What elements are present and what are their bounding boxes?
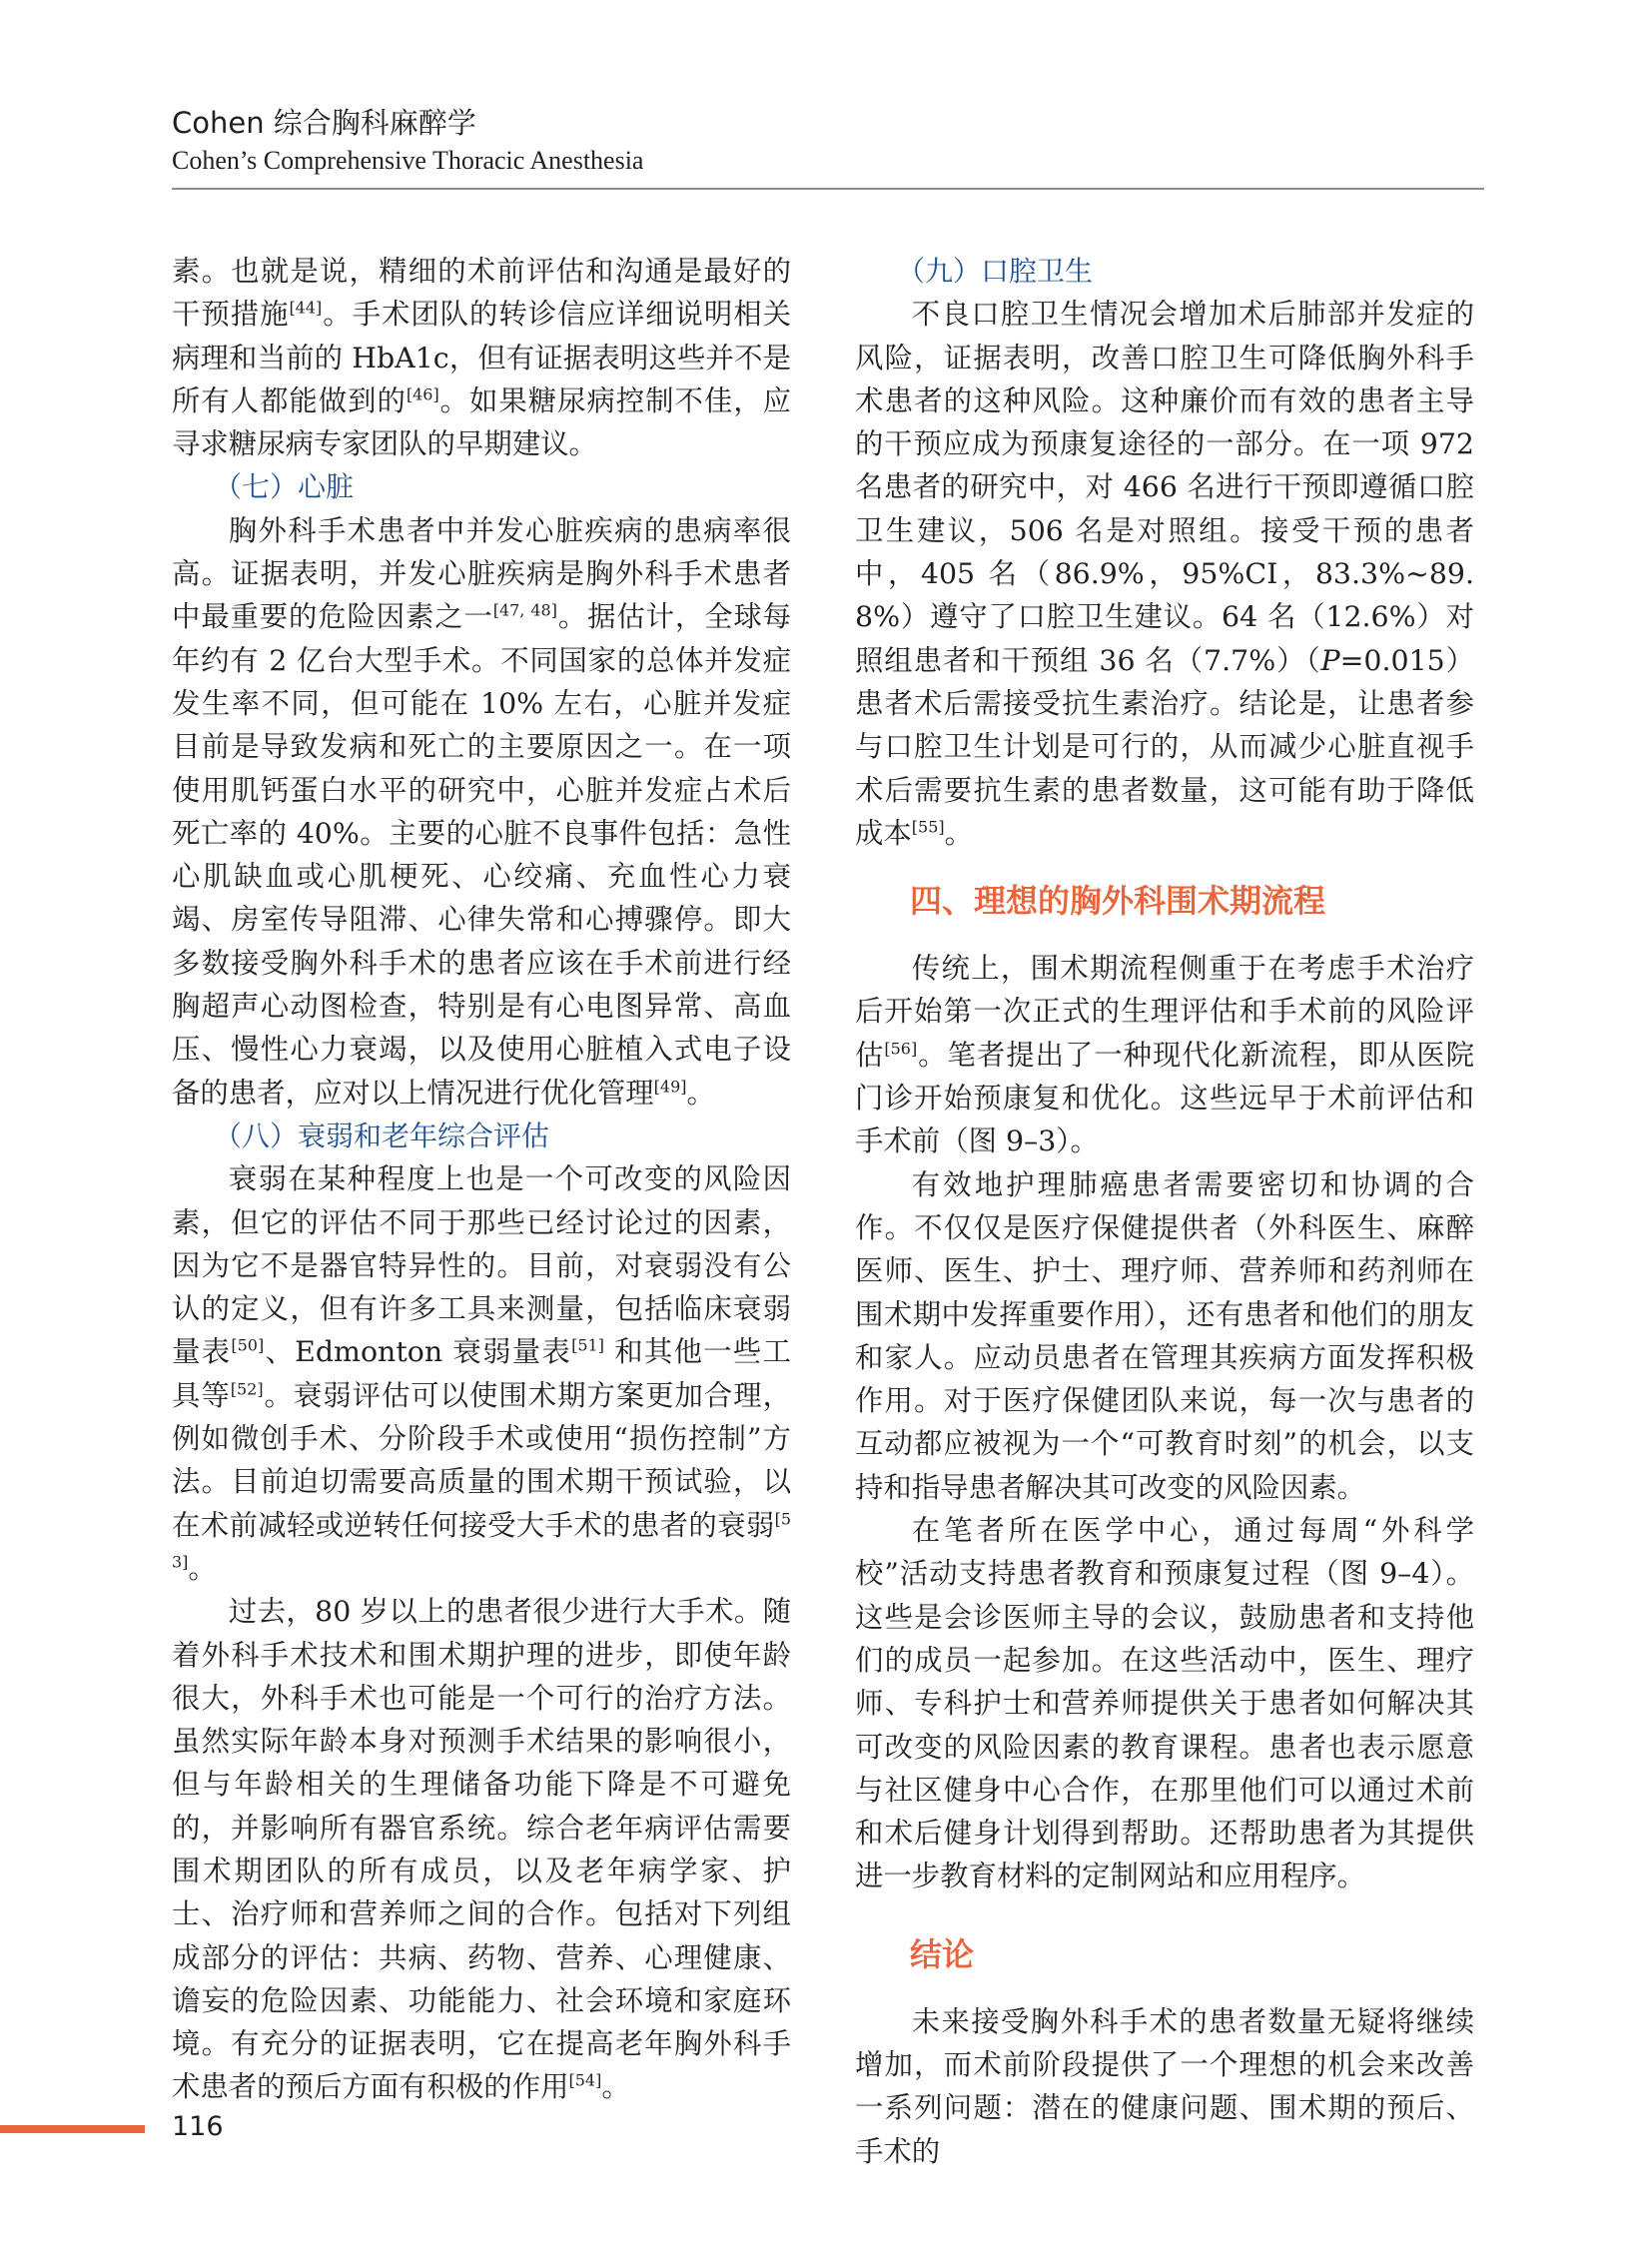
header-rule bbox=[172, 188, 1484, 190]
subheading-oral-hygiene: （九）口腔卫生 bbox=[897, 255, 1094, 288]
paragraph: 未来接受胸外科手术的患者数量无疑将继续增加，而术前阶段提供了一个理想的机会来改善一系列问题：潜在的健康问题、围术期的预后、手术的 bbox=[855, 2004, 1474, 2168]
citation: [47, 48] bbox=[492, 600, 557, 620]
paragraph: 传统上，围术期流程侧重于在考虑手术治疗后开始第一次正式的生理评估和手术前的风险评估[56]。笔者提出了一种现代化新流程，即从医院门诊开始预康复和优化。这些远早于术前评估和手术前（图 9–3）。 bbox=[855, 952, 1474, 1158]
citation: [49] bbox=[653, 1077, 687, 1097]
citation: [51] bbox=[571, 1335, 604, 1355]
running-header bbox=[172, 104, 1484, 178]
citation: [46] bbox=[406, 384, 439, 404]
citation: [55] bbox=[911, 817, 945, 837]
citation: [52] bbox=[230, 1379, 264, 1399]
left-column bbox=[172, 250, 791, 2109]
subheading-frailty: （八）衰弱和老年综合评估 bbox=[214, 1119, 550, 1152]
paragraph: 胸外科手术患者中并发心脏疾病的患病率很高。证据表明，并发心脏疾病是胸外科手术患者中最重要的危险因素之一[47, 48]。据估计，全球每年约有 2 亿台大型手术。不同国家的总体并发症发生率不同，但可能在 10% 左右，心脏并发症目前是导致发病和死亡的主要原因之一。在一项使用肌钙蛋白水平的研究中，心脏并发症占术后死亡率的 40%。主要的心脏不良事件包括：急性心肌缺血或心肌梗死、心绞痛、充血性心力衰竭、房室传导阻滞、心律失常和心搏骤停。即大多数接受胸外科手术的患者应该在手术前进行经胸超声心动图检查，特别是有心电图异常、高血压、慢性心力衰竭，以及使用心脏植入式电子设备的患者，应对以上情况进行优化管理[49]。 bbox=[172, 513, 791, 1110]
section-heading-conclusion: 结论 bbox=[910, 1934, 975, 1973]
citation: [54] bbox=[568, 2071, 602, 2090]
paragraph: 不良口腔卫生情况会增加术后肺部并发症的风险，证据表明，改善口腔卫生可降低胸外科手术患者的这种风险。这种廉价而有效的患者主导的干预应成为预康复途径的一部分。在一项 972 名患者的研究中，对 466 名进行干预即遵循口腔卫生建议，506 名是对照组。接受干预的患者中，405 名（86.9%，95%CI，83.3%~89.8%）遵守了口腔卫生建议。64 名（12.6%）对照组患者和干预组 36 名（7.7%）（P=0.015）患者术后需接受抗生素治疗。结论是，让患者参与口腔卫生计划是可行的，从而减少心脏直视手术后需要抗生素的患者数量，这可能有助于降低成本[55]。 bbox=[855, 298, 1474, 850]
citation: [56] bbox=[884, 1039, 918, 1059]
page-number: 116 bbox=[172, 2111, 224, 2142]
paragraph: 有效地护理肺癌患者需要密切和协调的合作。不仅仅是医疗保健提供者（外科医生、麻醉医师、医生、护士、理疗师、营养师和药剂师在围术期中发挥重要作用），还有患者和他们的朋友和家人。应动员患者在管理其疾病方面发挥积极作用。对于医疗保健团队来说，每一次与患者的互动都应被视为一个“可教育时刻”的机会，以支持和指导患者解决其可改变的风险因素。 bbox=[855, 1167, 1474, 1504]
paragraph: 在笔者所在医学中心，通过每周“外科学校”活动支持患者教育和预康复过程（图 9–4）。这些是会诊医师主导的会议，鼓励患者和支持他们的成员一起参加。在这些活动中，医生、理疗师、专科护士和营养师提供关于患者如何解决其可改变的风险因素的教育课程。患者也表示愿意与社区健身中心合作，在那里他们可以通过术前和术后健身计划得到帮助。还帮助患者为其提供进一步教育材料的定制网站和应用程序。 bbox=[855, 1514, 1474, 1893]
paragraph: 过去，80 岁以上的患者很少进行大手术。随着外科手术技术和围术期护理的进步，即使年龄很大，外科手术也可能是一个可行的治疗方法。虽然实际年龄本身对预测手术结果的影响很小，但与年龄相关的生理储备功能下降是不可避免的，并影响所有器官系统。综合老年病评估需要围术期团队的所有成员，以及老年病学家、护士、治疗师和营养师之间的合作。包括对下列组成部分的评估：共病、药物、营养、心理健康、谵妄的危险因素、功能能力、社会环境和家庭环境。有充分的证据表明，它在提高老年胸外科手术患者的预后方面有积极的作用[54]。 bbox=[172, 1595, 791, 2104]
paragraph: 衰弱在某种程度上也是一个可改变的风险因素，但它的评估不同于那些已经讨论过的因素，因为它不是器官特异性的。目前，对衰弱没有公认的定义，但有许多工具来测量，包括临床衰弱量表[50]、Edmonton 衰弱量表[51] 和其他一些工具等[52]。衰弱评估可以使围术期方案更加合理，例如微创手术、分阶段手术或使用“损伤控制”方法。目前迫切需要高质量的围术期干预试验，以在术前减轻或逆转任何接受大手术的患者的衰弱[53]。 bbox=[172, 1162, 791, 1585]
book-title-cn: Cohen 综合胸科麻醉学 bbox=[172, 106, 476, 140]
citation: [53] bbox=[172, 1509, 791, 1572]
footer-accent-bar bbox=[0, 2125, 145, 2133]
right-column bbox=[855, 250, 1474, 2173]
subheading-heart: （七）心脏 bbox=[214, 470, 355, 504]
book-title-en: Cohen’s Comprehensive Thoracic Anesthesia bbox=[172, 146, 644, 175]
section-heading: 四、理想的胸外科围术期流程 bbox=[910, 882, 1326, 921]
citation: [44] bbox=[289, 298, 323, 318]
paragraph: 素。也就是说，精细的术前评估和沟通是最好的干预措施[44]。手术团队的转诊信应详细说明相关病理和当前的 HbA1c，但有证据表明这些并不是所有人都能做到的[46]。如果糖尿病控制不佳，应寻求糖尿病专家团队的早期建议。 bbox=[172, 255, 791, 461]
citation: [50] bbox=[231, 1335, 265, 1355]
